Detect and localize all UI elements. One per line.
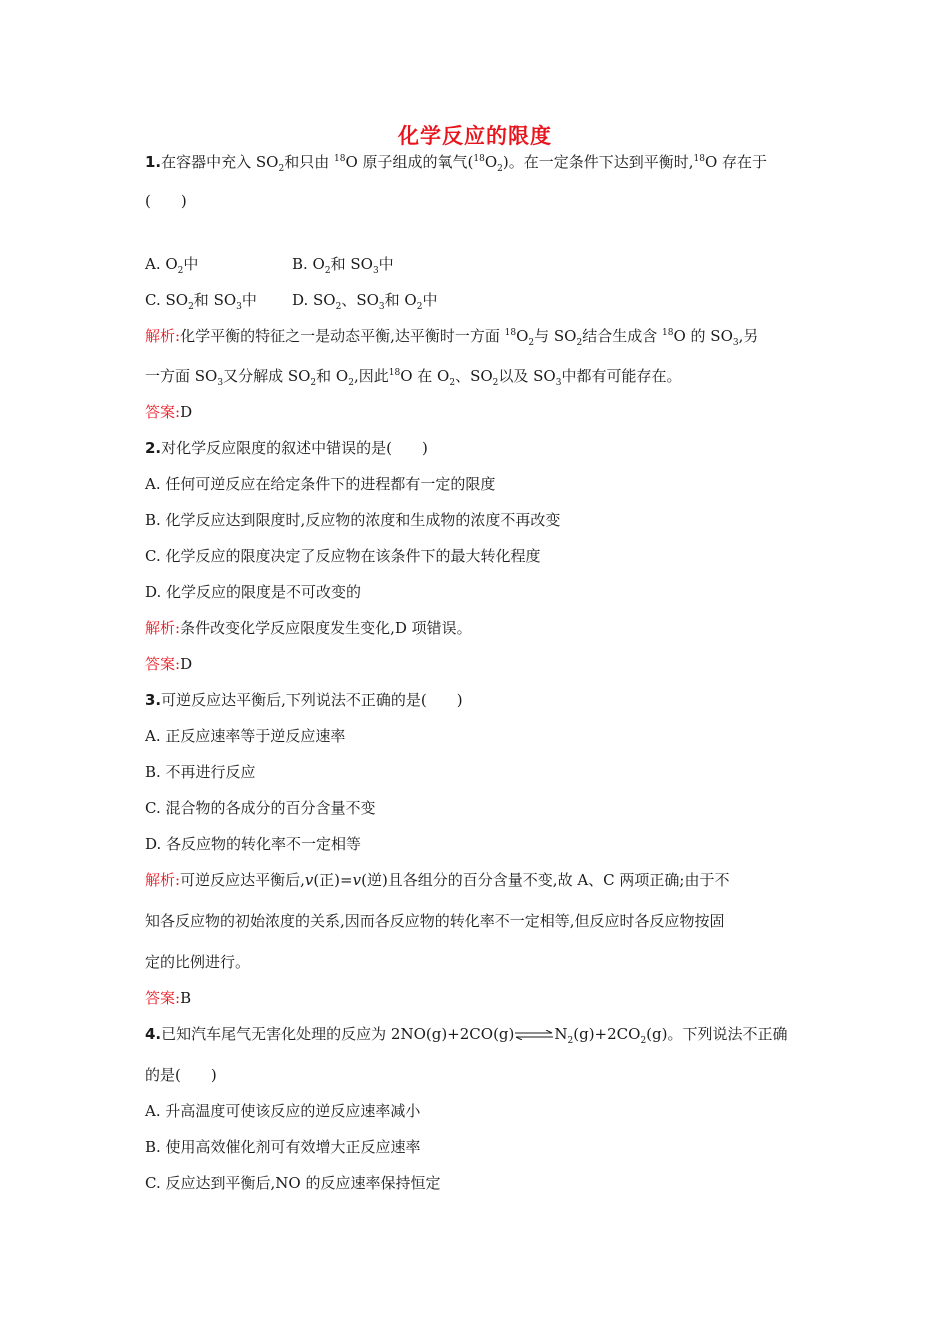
explanation-label: 解析: [145,619,181,637]
q1-option-b: B. $O_2$和 $SO_3$中 [292,255,394,276]
q1-answer-paren: ( ) [145,192,187,210]
q1-option-d: D. $SO_2$、$SO_3$和 $O_2$中 [292,291,438,312]
q3-answer: 答案:B [145,989,192,1007]
equilibrium-arrow-icon [514,1030,554,1040]
q4-option-c: C. 反应达到平衡后,NO 的反应速率保持恒定 [145,1174,441,1192]
q4-stem-line2: 的是( ) [145,1066,217,1084]
q1-number: 1. [145,153,162,171]
q3-option-d: D. 各反应物的转化率不一定相等 [145,835,362,853]
answer-label: 答案: [145,989,181,1007]
q2-stem: 2.对化学反应限度的叙述中错误的是( ) [145,439,428,457]
answer-label: 答案: [145,655,181,673]
q3-stem: 3.可逆反应达平衡后,下列说法不正确的是( ) [145,691,463,709]
q3-explanation-line3: 定的比例进行。 [145,953,251,971]
q2-option-d: D. 化学反应的限度是不可改变的 [145,583,362,601]
q1-explanation-line2: 一方面 $SO_3$又分解成 $SO_2$和 $O_2$,因此$^{18}$O 在 $O_2$、$SO_2$以及 $SO_3$中都有可能存在。 [145,367,682,388]
page-title: 化学反应的限度 [398,124,552,148]
q2-option-b: B. 化学反应达到限度时,反应物的浓度和生成物的浓度不再改变 [145,511,561,529]
q3-option-b: B. 不再进行反应 [145,763,256,781]
q2-explanation: 解析:条件改变化学反应限度发生变化,D 项错误。 [145,619,472,637]
answer-label: 答案: [145,403,181,421]
q3-number: 3. [145,691,162,709]
q1-answer: 答案:D [145,403,193,421]
q1-explanation-line1: 解析:化学平衡的特征之一是动态平衡,达平衡时一方面 $^{18}O_2$与 $SO_2$结合生成含 $^{18}$O 的 $SO_3$,另 [145,327,759,348]
q2-number: 2. [145,439,162,457]
q3-option-a: A. 正反应速率等于逆反应速率 [145,727,346,745]
explanation-label: 解析: [145,871,181,889]
q2-option-c: C. 化学反应的限度决定了反应物在该条件下的最大转化程度 [145,547,541,565]
q3-option-c: C. 混合物的各成分的百分含量不变 [145,799,376,817]
q4-option-a: A. 升高温度可使该反应的逆反应速率减小 [145,1102,421,1120]
q4-stem-line1: 4.已知汽车尾气无害化处理的反应为 2NO(g)+2CO(g) $N_2(g)+2CO_2(g)$。下列说法不正确 [145,1025,788,1046]
q3-explanation-line2: 知各反应物的初始浓度的关系,因而各反应物的转化率不一定相等,但反应时各反应物按固 [145,912,725,930]
q1-option-a: A. $O_2$中 [145,255,199,276]
q1-stem-line1: 1.在容器中充入 $SO_2$和只由 $^{18}$O 原子组成的氧气$(^{18}O_2)$。在一定条件下达到平衡时,$^{18}$O 存在于 [145,153,768,174]
q4-option-b: B. 使用高效催化剂可有效增大正反应速率 [145,1138,421,1156]
q3-explanation-line1: 解析:可逆反应达平衡后,v(正)=v(逆)且各组分的百分含量不变,故 A、C 两项正确;由于不 [145,871,730,889]
q1-option-c: C. $SO_2$和 $SO_3$中 [145,291,257,312]
explanation-label: 解析: [145,327,181,345]
q4-number: 4. [145,1025,162,1043]
q2-option-a: A. 任何可逆反应在给定条件下的进程都有一定的限度 [145,475,496,493]
q2-answer: 答案:D [145,655,193,673]
